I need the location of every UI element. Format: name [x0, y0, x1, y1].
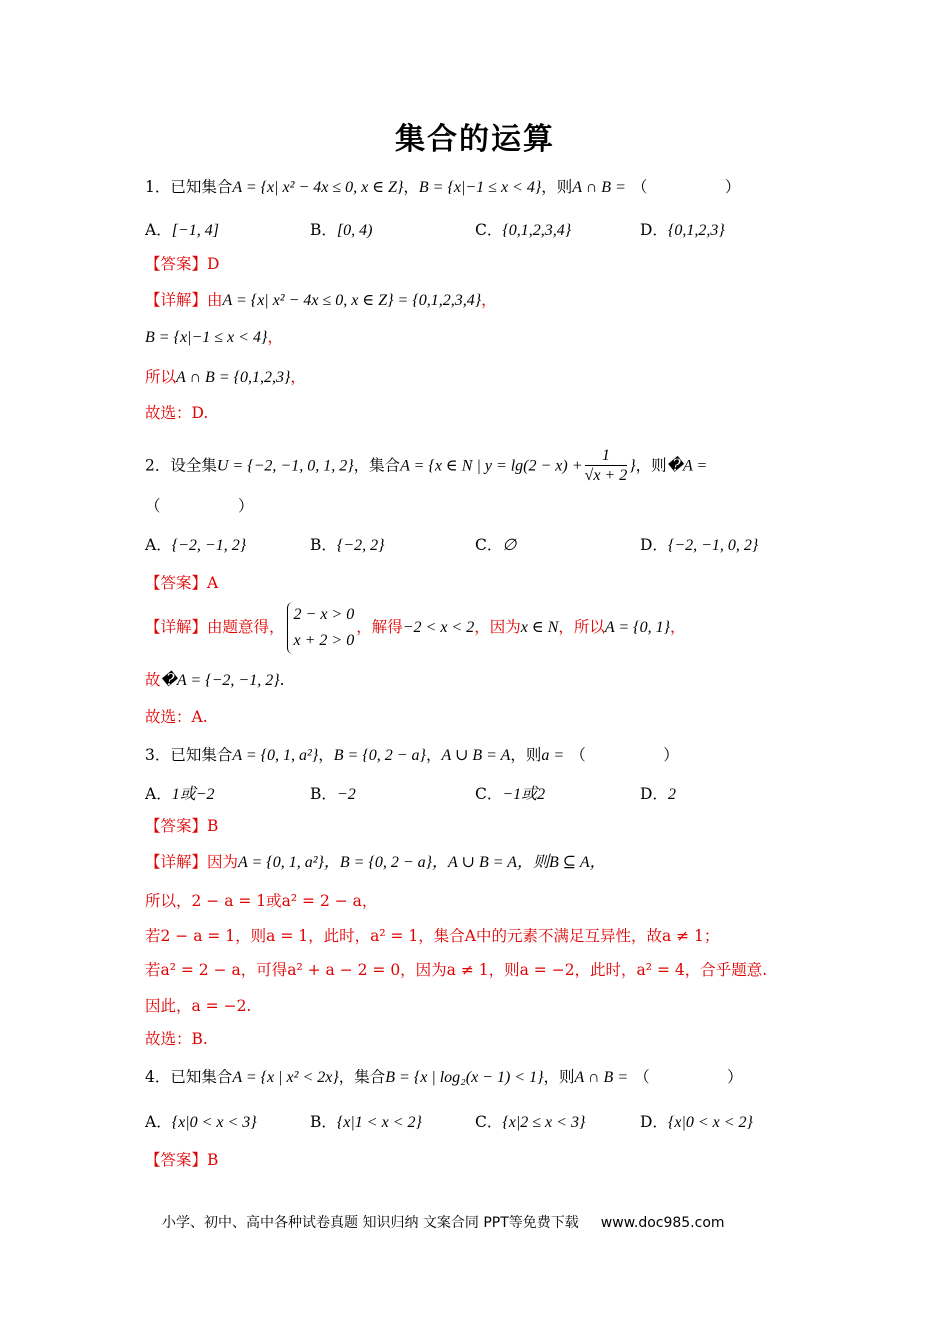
question-ask: A ∩ B = — [572, 179, 626, 196]
option-d: D．{−2, −1, 0, 2} — [640, 536, 759, 554]
detail-3-line-5: 因此，a = −2. — [145, 997, 252, 1015]
detail-1-line-2: B = {x|−1 ≤ x < 4}， — [145, 328, 283, 346]
detail-3-line-3: 若2 − a = 1，则a = 1，此时，a² = 1，集合A中的元素不满足互异性，故a ≠ 1； — [145, 927, 720, 945]
question-3-stem: 3．已知集合A = {0, 1, a²}，B = {0, 2 − a}，A ∪ B = A，则a = （ ） — [145, 746, 679, 764]
inequality-system: 2 − x > 0 x + 2 > 0 — [287, 602, 355, 654]
option-c: C．−1或2 — [475, 785, 546, 803]
answer-3: 【答案】B — [145, 817, 219, 835]
option-a: A．[−1, 4] — [145, 221, 219, 239]
option-b: B．{x|1 < x < 2} — [310, 1113, 422, 1131]
option-c: C．∅ — [475, 536, 517, 554]
option-c: C．{0,1,2,3,4} — [475, 221, 572, 239]
option-b: B．−2 — [310, 785, 356, 803]
choose-3: 故选：B. — [145, 1030, 208, 1048]
option-a: A．1或−2 — [145, 785, 215, 803]
option-b: B．[0, 4) — [310, 221, 373, 239]
option-c: C．{x|2 ≤ x < 3} — [475, 1113, 586, 1131]
detail-2-line-1: 【详解】由题意得， 2 − x > 0 x + 2 > 0 ，解得−2 < x < 2，因为x ∈ N，所以A = {0, 1}， — [145, 602, 685, 654]
detail-3-line-2: 所以，2 − a = 1或a² = 2 − a， — [145, 892, 378, 910]
choose-1: 故选：D. — [145, 404, 209, 422]
question-4-stem: 4．已知集合A = {x | x² < 2x}，集合B = {x | log₂(x − 1) < 1}，则A ∩ B = （ ） — [145, 1068, 743, 1086]
set-b: B = {x|−1 ≤ x < 4} — [418, 179, 542, 196]
set-a: A = {x| x² − 4x ≤ 0, x ∈ Z} — [232, 179, 404, 196]
option-a: A．{−2, −1, 2} — [145, 536, 247, 554]
detail-1-line-1: 【详解】由A = {x| x² − 4x ≤ 0, x ∈ Z} = {0,1,2,3,4}， — [145, 291, 497, 309]
option-d: D．2 — [640, 785, 676, 803]
detail-1-line-3: 所以A ∩ B = {0,1,2,3}， — [145, 368, 306, 386]
choose-2: 故选：A. — [145, 708, 208, 726]
question-1-stem: 1．已知集合A = {x| x² − 4x ≤ 0, x ∈ Z}，B = {x|−1 ≤ x < 4}，则A ∩ B = （ ） — [145, 178, 741, 196]
option-a: A．{x|0 < x < 3} — [145, 1113, 257, 1131]
question-2-stem: 2．设全集U = {−2, −1, 0, 1, 2}，集合A = {x ∈ N | y = lg(2 − x) + $\frac{1}{√x + 2}$ }，则�A = — [145, 447, 708, 484]
option-d: D．{x|0 < x < 2} — [640, 1113, 753, 1131]
question-2-paren: （ ） — [145, 497, 254, 515]
detail-3-line-4: 若a² = 2 − a，可得a² + a − 2 = 0，因为a ≠ 1，则a = −2，此时，a² = 4，合乎题意. — [145, 961, 768, 979]
page-footer — [162, 1212, 725, 1232]
detail-2-line-2: 故�A = {−2, −1, 2}. — [145, 671, 285, 689]
fraction: $\frac{1}{√x + 2}$ — [584, 447, 628, 484]
answer-4: 【答案】B — [145, 1151, 219, 1169]
answer-2: 【答案】A — [145, 574, 219, 592]
option-d: D．{0,1,2,3} — [640, 221, 725, 239]
detail-3-line-1: 【详解】因为A = {0, 1, a²}，B = {0, 2 − a}，A ∪ B = A，则B ⊆ A， — [145, 853, 606, 871]
answer-1: 【答案】D — [145, 255, 220, 273]
footer-site-link[interactable]: www.doc985.com — [600, 1215, 725, 1231]
footer-text: 小学、初中、高中各种试卷真题 知识归纳 文案合同 PPT等免费下载 — [162, 1215, 579, 1231]
option-b: B．{−2, 2} — [310, 536, 385, 554]
page-title: 集合的运算 — [395, 122, 555, 157]
